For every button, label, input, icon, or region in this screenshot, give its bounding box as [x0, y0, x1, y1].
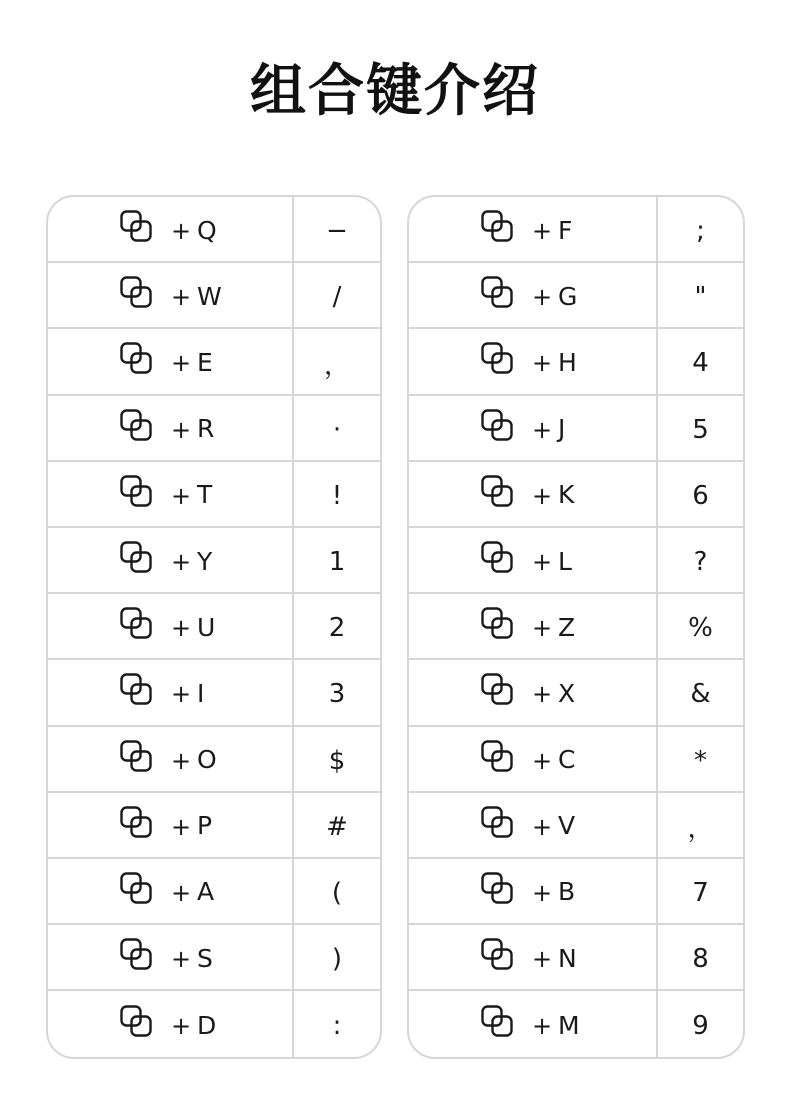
key-letter: L: [558, 546, 572, 576]
key-combination: [409, 594, 658, 658]
key-combination: [48, 859, 294, 923]
plus-sign: +: [532, 746, 553, 775]
output-symbol: 5: [692, 414, 709, 445]
key-combination: [409, 462, 658, 526]
shortcut-table-left: [46, 195, 382, 1059]
key-combination: [48, 925, 294, 989]
plus-sign: +: [171, 680, 192, 709]
output-symbol: 3: [328, 679, 346, 710]
plus-sign: +: [171, 481, 192, 510]
plus-sign: +: [532, 878, 553, 907]
plus-sign: +: [532, 812, 553, 841]
key-letter: C: [558, 745, 576, 775]
shortcut-row: [48, 594, 380, 660]
shortcut-row: [409, 197, 743, 263]
plus-sign: +: [532, 614, 553, 643]
key-combination: [409, 727, 658, 791]
key-letter: N: [558, 943, 577, 973]
key-combination: [409, 329, 658, 393]
key-letter: B: [558, 877, 576, 907]
output-symbol: ·: [332, 414, 342, 445]
key-letter: H: [558, 347, 577, 377]
modifier-key-icon: [481, 673, 513, 705]
shortcut-row: [48, 263, 380, 329]
plus-sign: +: [532, 1012, 553, 1041]
output-symbol: (: [331, 877, 343, 908]
output-symbol: *: [694, 745, 707, 776]
plus-sign: +: [532, 945, 553, 974]
output-symbol: /: [332, 282, 342, 313]
output-symbol: ": [694, 282, 707, 313]
shortcut-row: [409, 925, 743, 991]
plus-sign: +: [532, 415, 553, 444]
plus-sign: +: [532, 217, 553, 246]
output-symbol: &: [690, 679, 711, 710]
plus-sign: +: [532, 349, 553, 378]
key-combination: [48, 396, 294, 460]
key-letter: E: [197, 347, 213, 377]
plus-sign: +: [171, 812, 192, 841]
shortcut-row: [409, 859, 743, 925]
modifier-key-icon: [120, 673, 152, 705]
key-letter: P: [197, 811, 213, 841]
key-letter: T: [197, 480, 213, 510]
key-combination: [48, 263, 294, 327]
shortcut-row: [409, 594, 743, 660]
output-symbol: 9: [692, 1011, 709, 1042]
modifier-key-icon: [481, 740, 513, 772]
modifier-key-icon: [120, 409, 152, 441]
key-letter: J: [558, 414, 566, 444]
shortcut-row: [48, 528, 380, 594]
modifier-key-icon: [120, 541, 152, 573]
page-title: 组合键介绍: [250, 59, 540, 124]
shortcut-row: [48, 197, 380, 263]
modifier-key-icon: [120, 607, 152, 639]
shortcut-row: [48, 329, 380, 395]
key-letter: U: [197, 612, 216, 642]
plus-sign: +: [171, 1012, 192, 1041]
plus-sign: +: [171, 548, 192, 577]
key-combination: [409, 859, 658, 923]
modifier-key-icon: [481, 938, 513, 970]
shortcut-row: [409, 727, 743, 793]
modifier-key-icon: [481, 210, 513, 242]
key-combination: [48, 528, 294, 592]
plus-sign: +: [532, 548, 553, 577]
key-letter: W: [197, 281, 222, 311]
output-symbol: 1: [328, 547, 346, 578]
shortcut-row: [48, 396, 380, 462]
key-combination: [409, 263, 658, 327]
key-combination: [409, 925, 658, 989]
output-symbol: :: [332, 1011, 342, 1042]
key-letter: Y: [197, 546, 213, 576]
modifier-key-icon: [481, 1005, 513, 1037]
key-letter: F: [558, 215, 573, 245]
output-symbol: !: [331, 480, 343, 511]
plus-sign: +: [532, 283, 553, 312]
modifier-key-icon: [120, 740, 152, 772]
output-symbol: 4: [692, 348, 709, 379]
plus-sign: +: [532, 481, 553, 510]
modifier-key-icon: [481, 475, 513, 507]
modifier-key-icon: [481, 541, 513, 573]
modifier-key-icon: [120, 276, 152, 308]
key-combination: [409, 197, 658, 261]
key-letter: A: [197, 877, 215, 907]
shortcut-row: [409, 660, 743, 726]
output-symbol: ?: [693, 547, 708, 578]
output-symbol: 6: [692, 480, 709, 511]
output-symbol: 2: [328, 613, 346, 644]
modifier-key-icon: [120, 938, 152, 970]
key-combination: [409, 528, 658, 592]
output-symbol: #: [326, 811, 348, 842]
shortcut-row: [48, 859, 380, 925]
shortcut-row: [409, 793, 743, 859]
key-letter: R: [197, 414, 215, 444]
modifier-key-icon: [120, 806, 152, 838]
key-combination: [409, 660, 658, 724]
modifier-key-icon: [481, 872, 513, 904]
shortcut-row: [48, 462, 380, 528]
plus-sign: +: [171, 415, 192, 444]
shortcut-row: [409, 991, 743, 1057]
key-letter: S: [197, 943, 213, 973]
plus-sign: +: [532, 680, 553, 709]
shortcut-row: [409, 329, 743, 395]
key-combination: [48, 793, 294, 857]
modifier-key-icon: [481, 806, 513, 838]
modifier-key-icon: [120, 1005, 152, 1037]
key-combination: [48, 991, 294, 1057]
key-letter: D: [197, 1010, 217, 1040]
plus-sign: +: [171, 217, 192, 246]
key-combination: [48, 197, 294, 261]
shortcut-row: [409, 528, 743, 594]
plus-sign: +: [171, 283, 192, 312]
key-letter: X: [558, 678, 576, 708]
key-combination: [48, 462, 294, 526]
plus-sign: +: [171, 614, 192, 643]
modifier-key-icon: [120, 210, 152, 242]
shortcut-row: [409, 462, 743, 528]
key-combination: [48, 594, 294, 658]
key-combination: [409, 991, 658, 1057]
shortcut-row: [409, 263, 743, 329]
shortcut-row: [48, 727, 380, 793]
key-letter: I: [197, 678, 205, 708]
shortcut-row: [48, 793, 380, 859]
modifier-key-icon: [120, 342, 152, 374]
key-combination: [48, 329, 294, 393]
output-symbol: −: [326, 216, 348, 247]
output-symbol: ，: [687, 814, 714, 845]
modifier-key-icon: [481, 276, 513, 308]
shortcut-row: [48, 925, 380, 991]
key-letter: O: [197, 745, 217, 775]
key-combination: [48, 727, 294, 791]
output-symbol: %: [688, 613, 713, 644]
modifier-key-icon: [481, 342, 513, 374]
key-combination: [409, 793, 658, 857]
output-symbol: ): [331, 944, 343, 975]
key-letter: Q: [197, 215, 217, 245]
modifier-key-icon: [120, 872, 152, 904]
key-combination: [48, 660, 294, 724]
key-combination: [409, 396, 658, 460]
shortcut-row: [48, 660, 380, 726]
key-letter: V: [558, 811, 576, 841]
modifier-key-icon: [120, 475, 152, 507]
plus-sign: +: [171, 349, 192, 378]
output-symbol: ，: [323, 350, 350, 381]
output-symbol: 8: [692, 944, 709, 975]
plus-sign: +: [171, 945, 192, 974]
key-letter: Z: [558, 612, 576, 642]
key-letter: G: [558, 281, 578, 311]
plus-sign: +: [171, 878, 192, 907]
modifier-key-icon: [481, 409, 513, 441]
shortcut-row: [409, 396, 743, 462]
output-symbol: ;: [696, 216, 705, 247]
modifier-key-icon: [481, 607, 513, 639]
plus-sign: +: [171, 746, 192, 775]
key-letter: M: [558, 1010, 580, 1040]
key-letter: K: [558, 480, 575, 510]
output-symbol: $: [328, 745, 346, 776]
shortcut-table-right: [407, 195, 745, 1059]
shortcut-row: [48, 991, 380, 1057]
output-symbol: 7: [692, 877, 709, 908]
